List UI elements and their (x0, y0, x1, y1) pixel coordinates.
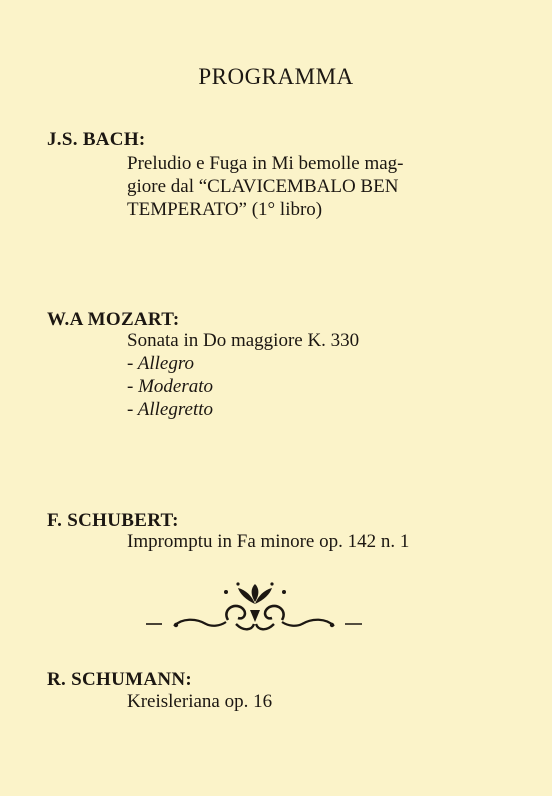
composer-schubert: F. SCHUBERT: (47, 510, 179, 531)
work-schubert (127, 530, 409, 553)
page-title: PROGRAMMA (198, 64, 354, 89)
work-line: Impromptu in Fa minore op. 142 n. 1 (127, 531, 410, 552)
work-line: giore dal “CLAVICEMBALO BEN (127, 176, 399, 197)
work-mozart (127, 329, 359, 421)
composer-bach: J.S. BACH: (47, 129, 146, 150)
work-bach (127, 152, 404, 221)
movement-line: - Allegretto (127, 399, 214, 420)
work-line: Sonata in Do maggiore K. 330 (127, 330, 360, 351)
work-line: Kreisleriana op. 16 (127, 691, 273, 712)
work-schumann (127, 690, 272, 713)
floral-divider-icon (140, 580, 370, 636)
composer-schumann: R. SCHUMANN: (47, 669, 193, 690)
movement-line: - Allegro (127, 353, 195, 374)
movement-line: - Moderato (127, 376, 214, 397)
work-line: Preludio e Fuga in Mi bemolle mag- (127, 153, 404, 174)
work-line: TEMPERATO” (1° libro) (127, 199, 323, 220)
composer-mozart: W.A MOZART: (47, 309, 180, 330)
